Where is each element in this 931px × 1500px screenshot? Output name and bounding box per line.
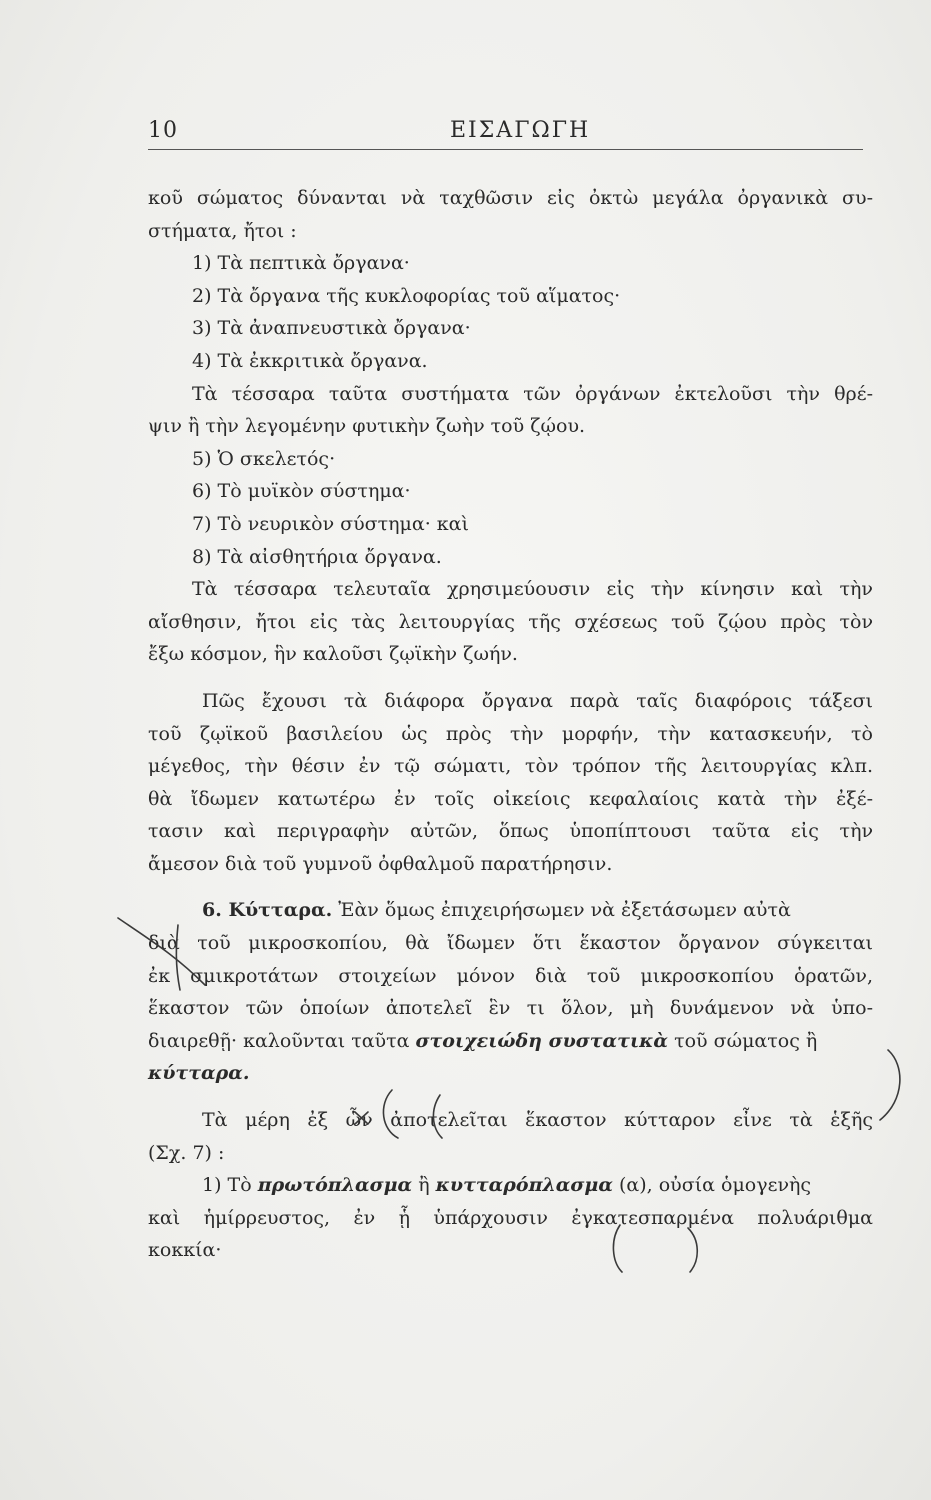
page-number: 10 <box>148 118 178 143</box>
page-body <box>148 182 873 1267</box>
paragraph-gap <box>148 671 873 685</box>
list-item: 5) Ὁ σκελετός· <box>192 447 336 470</box>
text-span: τοῦ σώματος ἢ <box>668 1029 818 1052</box>
text-line: Τὰ τέσσαρα ταῦτα συστήματα τῶν ὀργάνων ἐκτελοῦσι τὴν θρέ- <box>192 382 873 405</box>
emphasis-term: στοιχειώδη συστατικὰ <box>415 1029 669 1052</box>
text-line: τασιν καὶ περιγραφὴν αὐτῶν, ὅπως ὑποπίπτουσι ταῦτα εἰς τὴν <box>148 820 873 843</box>
text-line: διὰ τοῦ μικροσκοπίου, θὰ ἴδωμεν ὅτι ἕκαστον ὄργανον σύγκειται <box>148 932 873 955</box>
page-header <box>148 118 863 148</box>
list-item: 8) Τὰ αἰσθητήρια ὄργανα. <box>192 545 442 568</box>
paragraph-gap <box>148 1090 873 1104</box>
text-line: Τὰ μέρη ἐξ ὧν ἀποτελεῖται ἕκαστον κύτταρον εἶνε τὰ ἑξῆς <box>202 1109 873 1132</box>
text-line <box>148 1025 873 1058</box>
text-line: αἴσθησιν, ἤτοι εἰς τὰς λειτουργίας τῆς σχέσεως τοῦ ζῴου πρὸς τὸν <box>148 610 873 633</box>
text-line: ἔξω κόσμον, ἣν καλοῦσι ζῳϊκὴν ζωήν. <box>148 643 518 666</box>
text-span: (α), οὐσία ὁμογενὴς <box>612 1174 812 1197</box>
text-span: ἢ <box>412 1174 436 1197</box>
text-line: ἐκ σμικροτάτων στοιχείων μόνον διὰ τοῦ μικροσκοπίου ὁρατῶν, <box>148 964 873 987</box>
list-item: 2) Τὰ ὄργανα τῆς κυκλοφορίας τοῦ αἵματος· <box>192 284 621 307</box>
list-item: 6) Τὸ μυϊκὸν σύστημα· <box>192 480 411 503</box>
text-line <box>148 1169 873 1202</box>
text-line: Τὰ τέσσαρα τελευταῖα χρησιμεύουσιν εἰς τὴν κίνησιν καὶ τὴν <box>192 578 873 601</box>
text-line: μέγεθος, τὴν θέσιν ἐν τῷ σώματι, τὸν τρόπον τῆς λειτουργίας κλπ. <box>148 755 873 778</box>
text-span: 1) Τὸ <box>202 1174 258 1197</box>
text-line: τοῦ ζῳϊκοῦ βασιλείου ὡς πρὸς τὴν μορφήν, τὴν κατασκευήν, τὸ <box>148 722 873 745</box>
emphasis-term: κυτταρόπλασμα <box>435 1174 613 1197</box>
text-line: καὶ ἡμίρρευστος, ἐν ᾗ ὑπάρχουσιν ἐγκατεσπαρμένα πολυάριθμα <box>148 1206 873 1229</box>
text-line: κοκκία· <box>148 1239 222 1262</box>
text-line: κοῦ σώματος δύνανται νὰ ταχθῶσιν εἰς ὀκτὼ μεγάλα ὀργανικὰ συ- <box>148 187 873 209</box>
text-line: Πῶς ἔχουσι τὰ διάφορα ὄργανα παρὰ ταῖς διαφόροις τάξεσι <box>202 689 873 712</box>
section-heading: 6. Κύτταρα. <box>202 899 333 922</box>
text-line: ἄμεσον διὰ τοῦ γυμνοῦ ὀφθαλμοῦ παρατήρησιν. <box>148 852 613 875</box>
section-line <box>148 894 873 927</box>
paragraph-gap <box>148 880 873 894</box>
emphasis-term: πρωτόπλασμα <box>257 1174 413 1197</box>
pen-stroke <box>880 1050 900 1120</box>
text-span: διαιρεθῇ· καλοῦνται ταῦτα <box>148 1029 416 1052</box>
text-line: στήματα, ἤτοι : <box>148 219 297 242</box>
text-line: ἕκαστον τῶν ὁποίων ἀποτελεῖ ἓν τι ὅλον, μὴ δυνάμενον νὰ ὑπο- <box>148 997 873 1020</box>
text-span: Ἐὰν ὅμως ἐπιχειρήσωμεν νὰ ἐξετάσωμεν αὐτὰ <box>332 899 791 922</box>
header-rule <box>148 149 863 150</box>
running-title: ΕΙΣΑΓΩΓΗ <box>450 118 591 143</box>
emphasis-term: κύτταρα. <box>148 1062 250 1085</box>
list-item: 7) Τὸ νευρικὸν σύστημα· καὶ <box>192 512 469 535</box>
list-item: 1) Τὰ πεπτικὰ ὄργανα· <box>192 252 410 275</box>
list-item: 4) Τὰ ἐκκριτικὰ ὄργανα. <box>192 349 428 372</box>
text-line: (Σχ. 7) : <box>148 1141 225 1164</box>
text-line: ψιν ἢ τὴν λεγομένην φυτικὴν ζωὴν τοῦ ζῴου. <box>148 415 586 438</box>
text-line: θὰ ἴδωμεν κατωτέρω ἐν τοῖς οἰκείοις κεφαλαίοις κατὰ τὴν ἐξέ- <box>148 787 873 810</box>
list-item: 3) Τὰ ἀναπνευστικὰ ὄργανα· <box>192 317 471 340</box>
